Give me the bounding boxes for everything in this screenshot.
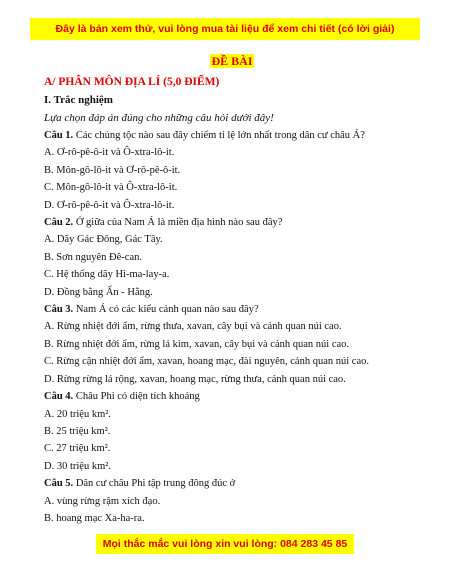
question-text: Nam Á có các kiểu cảnh quan nào sau đây? xyxy=(73,304,259,316)
option-3a: A. Rừng nhiệt đới ẩm, rừng thưa, xavan, cây bụi và cảnh quan núi cao. xyxy=(44,321,342,333)
document-body xyxy=(44,52,420,527)
question-label: Câu 2. xyxy=(44,217,74,229)
question-4 xyxy=(44,388,420,405)
question-label: Câu 3. xyxy=(44,304,74,316)
question-label: Câu 5. xyxy=(44,478,74,490)
option-2a: A. Dãy Gác Đông, Gác Tây. xyxy=(44,234,163,246)
contact-footer-banner xyxy=(96,534,354,554)
question-1 xyxy=(44,127,420,144)
option-5a: A. vùng rừng rậm xích đạo. xyxy=(44,495,161,507)
question-text: Ở giữa của Nam Á là miền địa hình nào sau đây? xyxy=(73,217,283,229)
question-text: Các chủng tộc nào sau đây chiếm tỉ lệ lớn nhất trong dân cư châu Á? xyxy=(73,130,365,141)
instruction-text: Lựa chọn đáp án đúng cho những câu hỏi dưới đây! xyxy=(44,112,274,124)
subsection-heading: I. Trắc nghiệm xyxy=(44,94,113,106)
option-1a: A. Ơ-rô-pê-ô-it và Ô-xtra-lô-it. xyxy=(44,147,175,159)
option-1d: D. Ơ-rô-pê-ô-it và Ô-xtra-lô-it. xyxy=(44,199,175,211)
option-3c: C. Rừng cận nhiệt đới ẩm, xavan, hoang mạc, đài nguyên, cảnh quan núi cao. xyxy=(44,356,369,368)
question-5 xyxy=(44,475,420,492)
question-label: Câu 4. xyxy=(44,391,74,403)
option-2c: C. Hệ thống dãy Hi-ma-lay-a. xyxy=(44,269,170,281)
question-text: Châu Phi có diện tích khoảng xyxy=(73,391,200,403)
contact-footer-text: Mọi thắc mắc vui lòng xin vui lòng: 084 283 45 85 xyxy=(102,538,348,550)
question-text: Dân cư châu Phi tập trung đông đúc ở xyxy=(73,478,236,490)
option-2d: D. Đồng bằng Ấn - Hằng. xyxy=(44,286,153,298)
option-2b: B. Sơn nguyên Đê-can. xyxy=(44,251,142,263)
section-heading: A/ PHÂN MÔN ĐỊA LÍ (5,0 ĐIỂM) xyxy=(44,76,220,88)
option-3b: B. Rừng nhiệt đới ẩm, rừng lá kim, xavan, cây bụi và cảnh quan núi cao. xyxy=(44,338,350,350)
question-2 xyxy=(44,214,420,231)
option-3d: D. Rừng rừng lá rộng, xavan, hoang mạc, rừng thưa, cảnh quan núi cao. xyxy=(44,373,346,385)
question-label: Câu 1. xyxy=(44,130,74,141)
option-4b: B. 25 triệu km². xyxy=(44,425,111,437)
option-4a: A. 20 triệu km². xyxy=(44,408,112,420)
question-3 xyxy=(44,301,420,318)
option-1b: B. Môn-gô-lô-it và Ơ-rô-pê-ô-it. xyxy=(44,164,181,176)
preview-notice-banner xyxy=(30,18,420,40)
option-5b: B. hoang mạc Xa-ha-ra. xyxy=(44,512,145,524)
option-4d: D. 30 triệu km². xyxy=(44,460,112,472)
preview-notice-text: Đây là bản xem thử, vui lòng mua tài liệu để xem chi tiết (có lời giải) xyxy=(55,23,395,35)
exam-title: ĐỀ BÀI xyxy=(211,54,253,68)
option-4c: C. 27 triệu km². xyxy=(44,443,111,455)
option-1c: C. Môn-gô-lô-it và Ô-xtra-lô-it. xyxy=(44,182,178,194)
